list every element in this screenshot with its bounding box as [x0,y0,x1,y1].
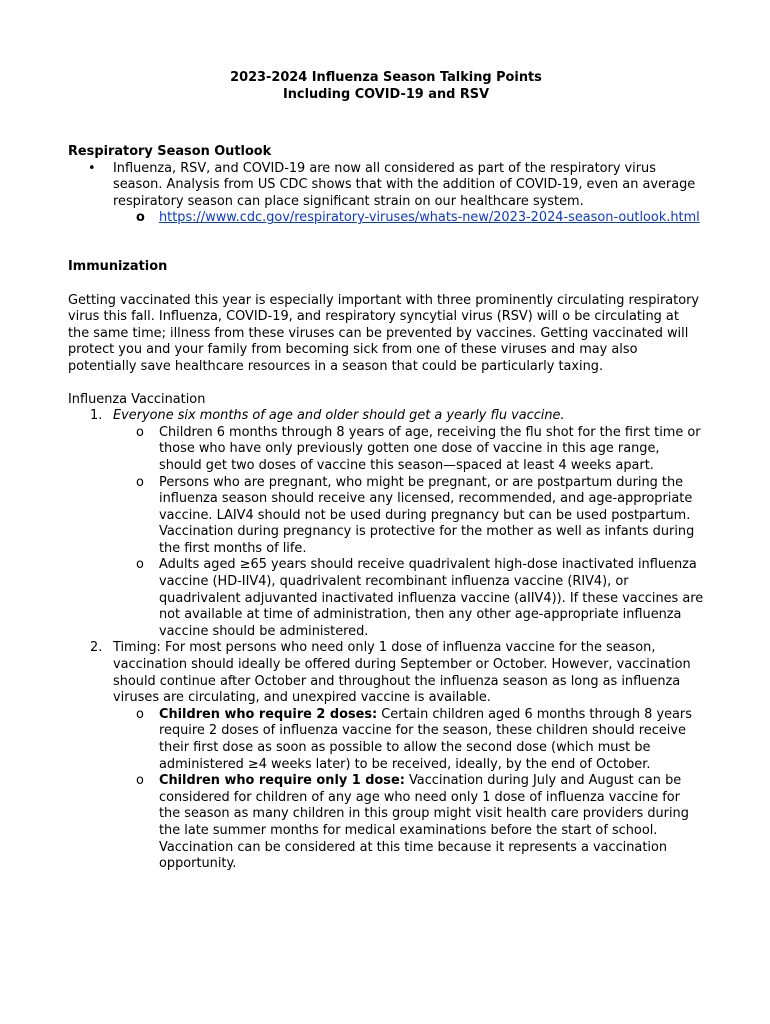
document-title [68,69,704,103]
item-1-sub-1 [68,425,704,475]
item-1-sub-1-text: Children 6 months through 8 years of age, receiving the flu shot for the first time or those who have only previously gotten one dose of vaccine in this age range, should get two doses of vaccine this season—spaced at least 4 weeks apart. [159,424,701,473]
item-2-sub-2 [68,773,704,873]
document-page [68,69,704,873]
flu-vaccination-heading: Influenza Vaccination [68,391,206,407]
flu-item-2 [68,640,704,706]
immunization-heading: Immunization [68,258,168,274]
item-2-sub-2-text: Vaccination during July and August can be considered for children of any age who need only 1 dose of influenza vaccine for the season as many children in this group might visit health care providers during the late summer months for medical examinations before the start of school. Vaccination can be considered at this time because it represents a vaccination opportunity. [159,773,689,872]
outlook-bullet-text: Influenza, RSV, and COVID-19 are now all considered as part of the respiratory virus season. Analysis from US CDC shows that with the addition of COVID-19, even an average respiratory season can place significant strain on our healthcare system. [113,160,696,209]
item-2-sub-1-label: Children who require 2 doses: [159,706,378,722]
outlook-link-row [68,210,704,227]
outlook-bullet [68,161,704,211]
item-1-number: 1. [90,408,103,424]
sub-marker: o [136,474,144,490]
title-line-2: Including COVID-19 and RSV [282,87,490,102]
outlook-heading: Respiratory Season Outlook [68,144,272,159]
link-marker: o [136,210,145,226]
item-1-sub-3-text: Adults aged ≥65 years should receive quadrivalent high-dose inactivated influenza vaccine (HD-IIV4), quadrivalent recombinant influenza vaccine (RIV4), or quadrivalent adjuvanted inactivated influenza vaccine (aIIV4)). If these vaccines are not available at time of administration, then any other age-appropriate influenza vaccine should be administered. [159,557,704,639]
bullet-marker: • [88,160,96,176]
sub-marker: o [136,424,144,440]
item-1-sub-2 [68,475,704,558]
item-1-text: Everyone six months of age and older should get a yearly flu vaccine. [113,408,565,424]
flu-item-1 [68,408,704,425]
item-2-sub-2-label: Children who require only 1 dose: [159,773,405,789]
item-1-sub-2-text: Persons who are pregnant, who might be pregnant, or are postpartum during the influenza season should receive any licensed, recommended, and age-appropriate vaccine. LAIV4 should not be used during pregnancy but can be used postpartum. Vaccination during pregnancy is protective for the mother as well as infants during the first months of life. [159,474,695,556]
item-2-sub-1-text: Certain children aged 6 months through 8 years require 2 doses of influenza vaccine for the season, these children should receive their first dose as soon as possible to allow the second dose (which must be administered ≥4 weeks later) to be received, ideally, by the end of October. [159,706,692,772]
item-2-text: Timing: For most persons who need only 1 dose of influenza vaccine for the season, vaccination should ideally be offered during September or October. However, vaccination should continue after October and throughout the influenza season as long as influenza viruses are circulating, and unexpired vaccine is available. [113,640,691,706]
item-2-sub-1 [68,707,704,773]
sub-marker: o [136,706,144,722]
cdc-outlook-link[interactable]: https://www.cdc.gov/respiratory-viruses/whats-new/2023-2024-season-outlook.html [159,210,700,226]
item-2-number: 2. [90,640,103,656]
sub-marker: o [136,773,144,789]
immunization-paragraph: Getting vaccinated this year is especially important with three prominently circulating respiratory virus this fall. Influenza, COVID-19, and respiratory syncytial virus (RSV) will o be circulating at the same time; illness from these viruses can be prevented by vaccines. Getting vaccinated will protect you and your family from becoming sick from one of these viruses and may also potentially save healthcare resources in a season that could be particularly taxing. [68,292,700,374]
sub-marker: o [136,557,144,573]
title-line-1: 2023-2024 Influenza Season Talking Points [230,70,542,85]
item-1-sub-3 [68,557,704,640]
